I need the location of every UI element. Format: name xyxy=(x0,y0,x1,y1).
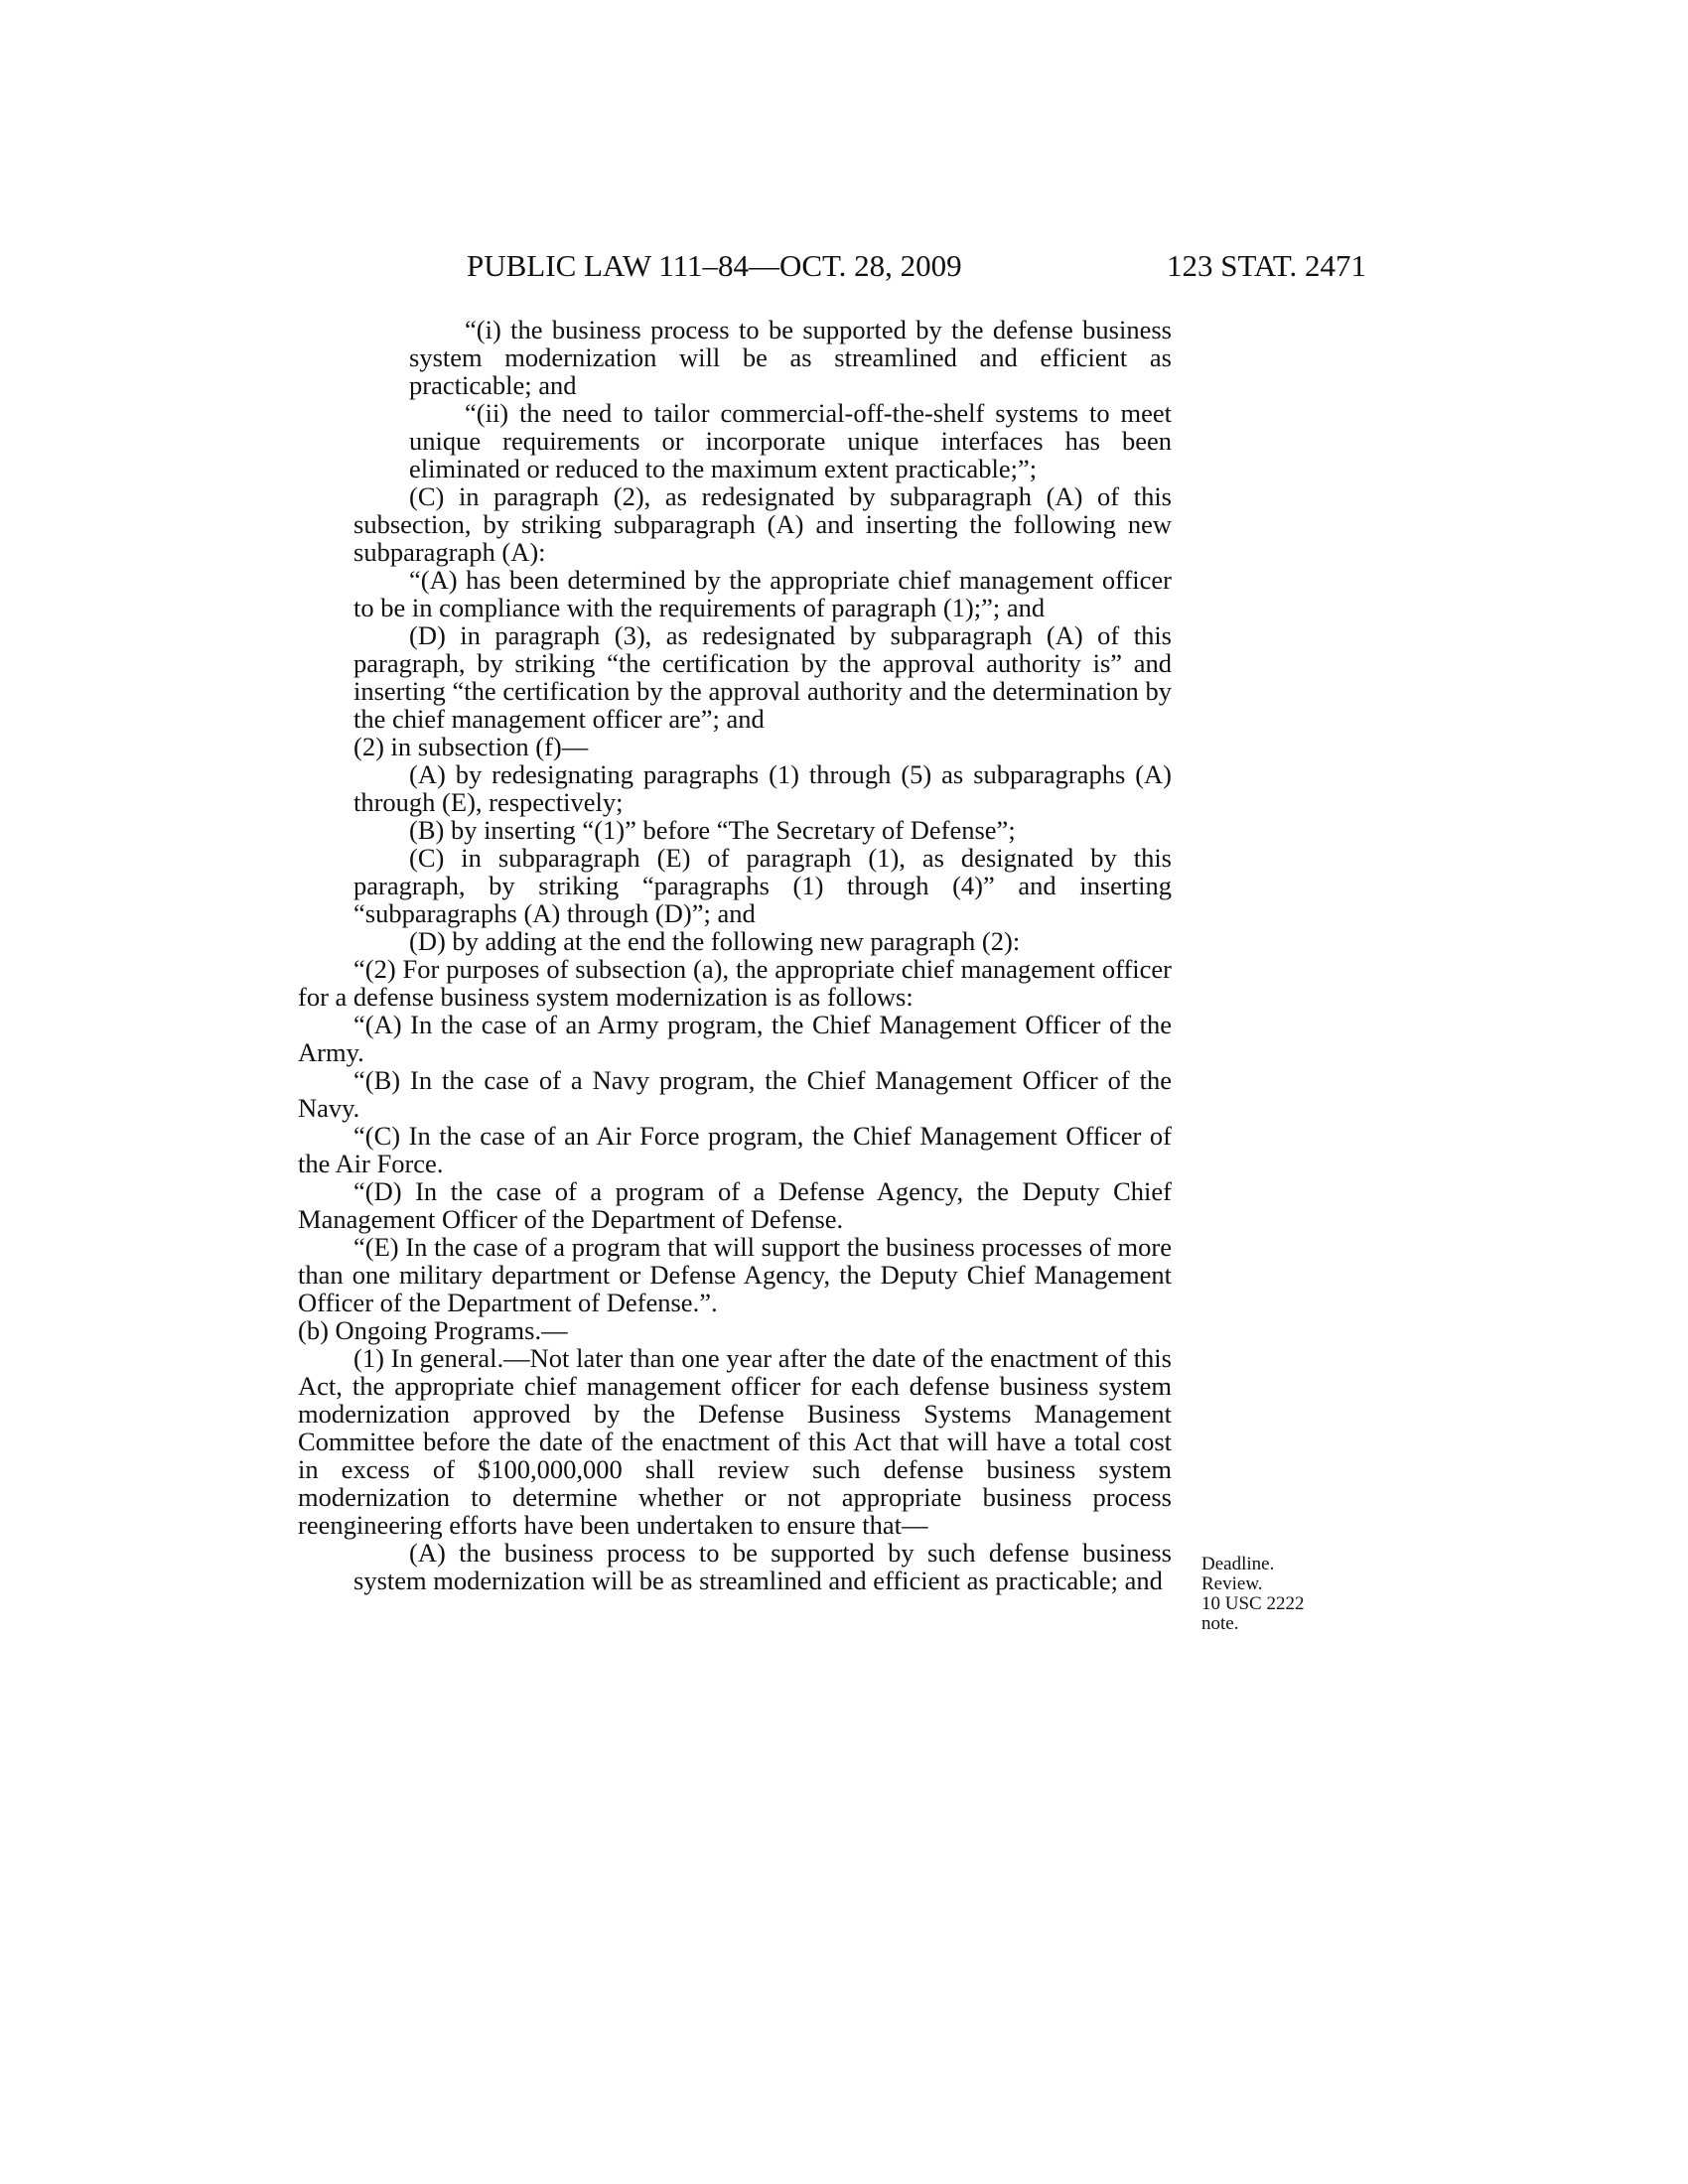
paragraph: (C) in paragraph (2), as redesignated by subparagraph (A) of this subsection, by striking subparagraph (A) and inserting the following new subparagraph (A): xyxy=(353,481,1172,567)
paragraph: (C) in subparagraph (E) of paragraph (1), as designated by this paragraph, by striking “paragraphs (1) through (4)” and inserting “subparagraphs (A) through (D)”; and xyxy=(353,843,1172,928)
paragraph: “(2) For purposes of subsection (a), the appropriate chief management officer for a defense business system modernization is as follows: xyxy=(298,954,1172,1012)
running-head: PUBLIC LAW 111–84—OCT. 28, 2009 xyxy=(467,248,962,283)
paragraph: “(B) In the case of a Navy program, the Chief Management Officer of the Navy. xyxy=(298,1065,1172,1123)
page-header xyxy=(467,244,1366,288)
paragraph: (2) in subsection (f)— xyxy=(353,732,589,761)
paragraph: (D) by adding at the end the following new paragraph (2): xyxy=(409,926,1021,956)
paragraph: “(ii) the need to tailor commercial-off-the-shelf systems to meet unique requirements or incorporate unique interfaces has been eliminated or reduced to the maximum extent practicable;”; xyxy=(409,398,1172,483)
statute-text xyxy=(298,316,1172,1594)
margin-note-line: 10 USC 2222 xyxy=(1201,1593,1305,1614)
paragraph: (A) the business process to be supported by such defense business system modernization will be as streamlined and efficient as practicable; and xyxy=(353,1538,1172,1595)
paragraph: “(i) the business process to be supported by the defense business system modernization will be as streamlined and efficient as practicable; and xyxy=(409,315,1172,400)
paragraph: (D) in paragraph (3), as redesignated by subparagraph (A) of this paragraph, by striking “the certification by the approval authority is” and inserting “the certification by the approval authority and the determination by the chief management officer are”; and xyxy=(353,620,1172,734)
paragraph: (B) by inserting “(1)” before “The Secretary of Defense”; xyxy=(409,815,1016,845)
margin-note-line: Deadline. xyxy=(1201,1554,1275,1574)
margin-note xyxy=(1201,1555,1350,1634)
margin-note-line: note. xyxy=(1201,1613,1239,1634)
paragraph: “(C) In the case of an Air Force program, the Chief Management Officer of the Air Force. xyxy=(298,1121,1172,1178)
page-number: 123 STAT. 2471 xyxy=(1166,248,1366,283)
margin-note-line: Review. xyxy=(1201,1573,1263,1594)
paragraph: “(D) In the case of a program of a Defense Agency, the Deputy Chief Management Officer of the Department of Defense. xyxy=(298,1176,1172,1234)
paragraph: “(A) has been determined by the appropriate chief management officer to be in compliance with the requirements of paragraph (1);”; and xyxy=(353,565,1172,622)
paragraph: (1) In general.—Not later than one year after the date of the enactment of this Act, the appropriate chief management officer for each defense business system modernization approved by the Defense Business Systems Management Committee before the date of the enactment of this Act that will have a total cost in excess of $100,000,000 shall review such defense business system modernization to determine whether or not appropriate business process reengineering efforts have been undertaken to ensure that— xyxy=(298,1343,1172,1540)
paragraph: “(A) In the case of an Army program, the Chief Management Officer of the Army. xyxy=(298,1010,1172,1067)
section-heading: (b) Ongoing Programs.— xyxy=(298,1315,568,1345)
paragraph: “(E) In the case of a program that will support the business processes of more than one military department or Defense Agency, the Deputy Chief Management Officer of the Department of Defense.”. xyxy=(298,1232,1172,1317)
paragraph: (A) by redesignating paragraphs (1) through (5) as subparagraphs (A) through (E), respectively; xyxy=(353,759,1172,817)
